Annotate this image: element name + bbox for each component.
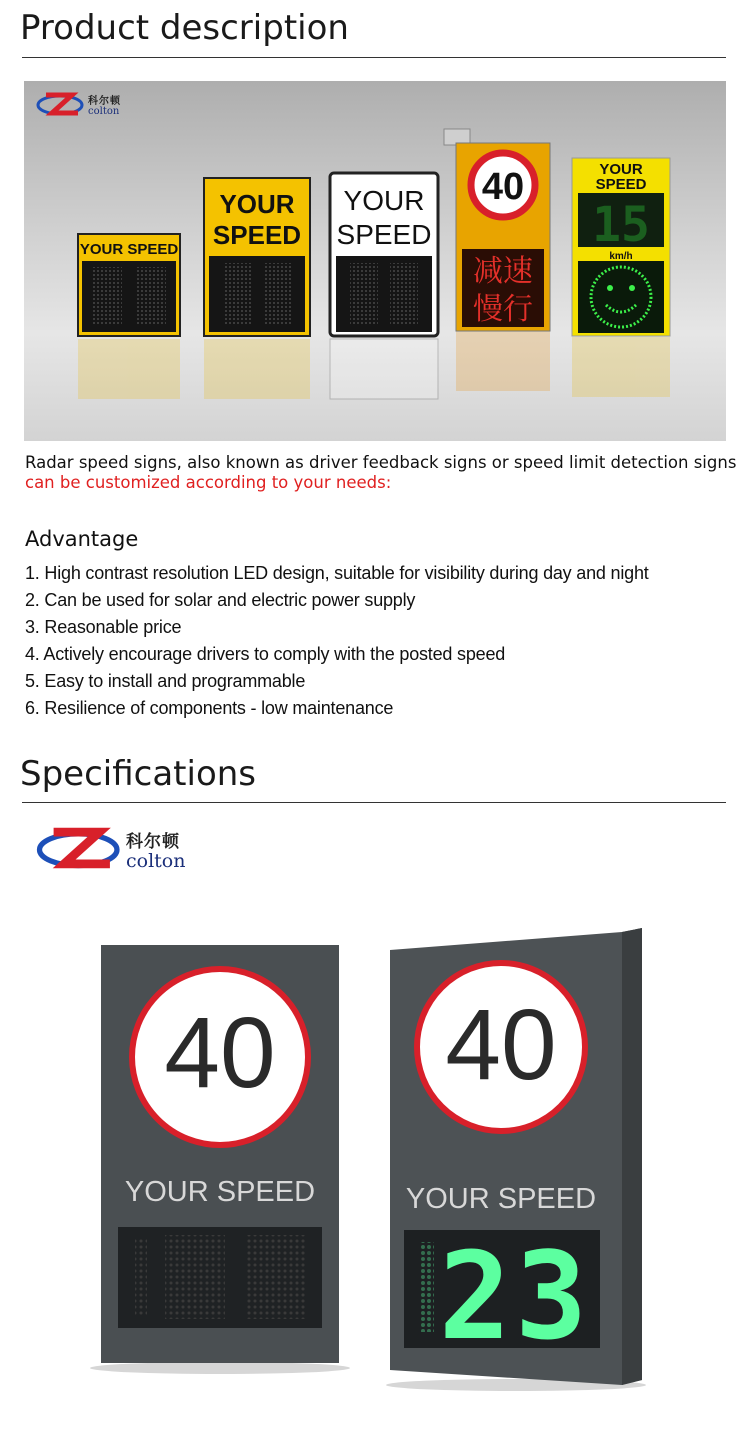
sign2-line1: YOUR [219,189,295,219]
banner-logo-en: colton [88,105,120,117]
spec-logo [36,825,185,871]
advantage-item: 6. Resilience of components - low maintenance [25,698,394,718]
sign5-line1: YOUR [599,161,643,178]
spec-logo-cn: 科尔顿 [126,831,180,852]
sign4-line2: 慢行 [473,292,533,327]
product-banner-image [24,81,726,441]
advantage-item: 4. Actively encourage drivers to comply with the posted speed [25,644,506,664]
sign3-line1: YOUR [343,185,425,216]
advantage-heading: Advantage [25,527,139,551]
specifications-divider [22,802,726,803]
right-sign-digits: 23 [438,1228,592,1367]
sign4-limit: 40 [481,166,525,208]
sign5-digits: 15 [592,197,650,253]
specifications-title: Specifications [20,754,257,794]
advantage-item: 3. Reasonable price [25,617,182,637]
right-sign-label: YOUR SPEED [405,1183,597,1215]
sign1-label: YOUR SPEED [79,241,179,258]
advantage-item: 5. Easy to install and programmable [25,671,306,691]
product-description-title: Product description [20,8,349,48]
advantage-item: 1. High contrast resolution LED design, suitable for visibility during day and night [25,563,649,583]
sign5-unit: km/h [609,251,633,262]
sign5-line2: SPEED [595,176,647,193]
sign3-line2: SPEED [336,219,432,250]
description-line-2: can be customized according to your needs: [25,473,392,492]
colton-logo-icon [36,825,124,871]
right-sign-limit: 40 [445,989,557,1101]
spec-logo-en: colton [126,849,186,872]
banner-logo-cn: 科尔顿 [88,95,121,107]
product-description-text [25,453,736,493]
sign4-line1: 减速 [473,254,533,289]
sign2-line2: SPEED [212,220,302,250]
advantage-item: 2. Can be used for solar and electric power supply [25,590,416,610]
left-sign-label: YOUR SPEED [124,1176,316,1208]
description-line-1: Radar speed signs, also known as driver feedback signs or speed limit detection signs [25,453,737,472]
sign-lineup-graphic [24,81,726,441]
spec-product-image [0,890,750,1410]
left-sign-limit: 40 [164,997,276,1109]
title-divider [22,57,726,58]
advantage-list [25,560,649,722]
